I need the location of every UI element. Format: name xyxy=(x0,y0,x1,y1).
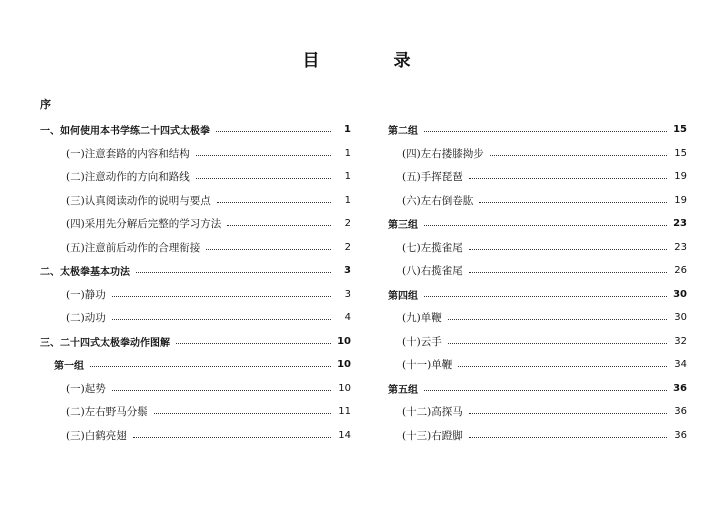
toc-entry-page-number: 15 xyxy=(674,147,687,159)
toc-entry[interactable] xyxy=(388,424,687,448)
toc-entry-page-number: 3 xyxy=(344,288,351,300)
toc-entry[interactable] xyxy=(388,306,687,330)
toc-entry-page-number: 34 xyxy=(674,359,687,371)
toc-entry-label: (一)静功 xyxy=(66,288,106,301)
toc-entry[interactable] xyxy=(388,353,687,377)
toc-entry[interactable] xyxy=(40,259,351,283)
toc-entry-page-number: 15 xyxy=(673,124,687,136)
toc-entry-page-number: 30 xyxy=(673,288,687,300)
toc-entry-label: (一)注意套路的内容和结构 xyxy=(66,147,190,160)
toc-entry-page-number: 32 xyxy=(674,335,687,347)
toc-right-column xyxy=(388,118,687,447)
dot-leader xyxy=(490,155,667,156)
dot-leader xyxy=(424,390,667,391)
toc-entry[interactable] xyxy=(40,212,351,236)
toc-entry-label: (三)白鹤亮翅 xyxy=(66,429,127,442)
toc-entry-page-number: 19 xyxy=(674,171,687,183)
dot-leader xyxy=(206,249,331,250)
dot-leader xyxy=(424,225,667,226)
dot-leader xyxy=(216,131,331,132)
toc-entry[interactable] xyxy=(40,165,351,189)
toc-entry-label: (四)采用先分解后完整的学习方法 xyxy=(66,218,222,231)
toc-entry[interactable] xyxy=(388,212,687,236)
dot-leader xyxy=(469,249,667,250)
toc-entry-label: 第四组 xyxy=(388,290,418,302)
dot-leader xyxy=(448,343,667,344)
toc-entry-page-number: 36 xyxy=(674,406,687,418)
toc-entry-page-number: 10 xyxy=(338,382,351,394)
dot-leader xyxy=(112,319,331,320)
toc-entry[interactable] xyxy=(40,306,351,330)
toc-entry[interactable] xyxy=(388,330,687,354)
toc-entry[interactable] xyxy=(40,330,351,354)
toc-entry[interactable] xyxy=(40,424,351,448)
dot-leader xyxy=(424,131,667,132)
toc-entry-page-number: 1 xyxy=(344,194,351,206)
dot-leader xyxy=(469,437,667,438)
dot-leader xyxy=(458,366,667,367)
toc-entry-page-number: 14 xyxy=(338,429,351,441)
toc-entry[interactable] xyxy=(388,189,687,213)
toc-entry-label: (五)注意前后动作的合理衔接 xyxy=(66,241,201,254)
dot-leader xyxy=(90,366,331,367)
toc-entry[interactable] xyxy=(388,236,687,260)
toc-entry-page-number: 19 xyxy=(674,194,687,206)
toc-entry-page-number: 2 xyxy=(344,241,351,253)
toc-entry-label: (七)左揽雀尾 xyxy=(402,241,463,254)
toc-entry-page-number: 1 xyxy=(344,124,351,136)
dot-leader xyxy=(469,413,667,414)
toc-entry-page-number: 26 xyxy=(674,265,687,277)
toc-entry[interactable] xyxy=(388,118,687,142)
dot-leader xyxy=(479,202,667,203)
toc-entry-label: (六)左右倒卷肱 xyxy=(402,194,474,207)
toc-entry-page-number: 23 xyxy=(674,241,687,253)
toc-entry-page-number: 1 xyxy=(344,147,351,159)
toc-entry-label: 第一组 xyxy=(54,361,84,373)
toc-entry[interactable] xyxy=(40,377,351,401)
dot-leader xyxy=(196,155,331,156)
dot-leader xyxy=(112,390,331,391)
toc-entry[interactable] xyxy=(388,142,687,166)
toc-entry-label: 第三组 xyxy=(388,220,418,232)
toc-entry[interactable] xyxy=(40,142,351,166)
toc-entry-page-number: 2 xyxy=(344,218,351,230)
toc-entry-label: 二、太极拳基本功法 xyxy=(40,267,130,279)
toc-entry[interactable] xyxy=(40,353,351,377)
toc-entry-page-number: 1 xyxy=(344,171,351,183)
dot-leader xyxy=(469,272,667,273)
toc-entry-label: (二)注意动作的方向和路线 xyxy=(66,171,190,184)
toc-entry-page-number: 4 xyxy=(344,312,351,324)
toc-entry-page-number: 30 xyxy=(674,312,687,324)
dot-leader xyxy=(469,178,667,179)
toc-entry[interactable] xyxy=(388,259,687,283)
toc-entry-page-number: 10 xyxy=(337,335,351,347)
toc-entry[interactable] xyxy=(388,377,687,401)
dot-leader xyxy=(227,225,331,226)
toc-entry-label: (八)右揽雀尾 xyxy=(402,265,463,278)
dot-leader xyxy=(112,296,331,297)
toc-entry[interactable] xyxy=(40,118,351,142)
toc-entry[interactable] xyxy=(388,283,687,307)
toc-entry-label: (二)动功 xyxy=(66,312,106,325)
toc-entry-label: (十)云手 xyxy=(402,335,442,348)
toc-entry[interactable] xyxy=(388,165,687,189)
page-title: 目 录 xyxy=(302,51,445,71)
dot-leader xyxy=(424,296,667,297)
toc-entry[interactable] xyxy=(40,283,351,307)
toc-entry-label: (十二)高探马 xyxy=(402,406,463,419)
toc-entry[interactable] xyxy=(40,189,351,213)
toc-entry-label: 三、二十四式太极拳动作图解 xyxy=(40,337,170,349)
toc-entry-label: (十三)右蹬脚 xyxy=(402,429,463,442)
toc-entry-label: (二)左右野马分鬃 xyxy=(66,406,148,419)
toc-entry-page-number: 36 xyxy=(673,382,687,394)
toc-entry-label: (十一)单鞭 xyxy=(402,359,453,372)
toc-entry-label: 第五组 xyxy=(388,384,418,396)
toc-entry-label: (一)起势 xyxy=(66,382,106,395)
toc-entry-page-number: 11 xyxy=(338,406,351,418)
dot-leader xyxy=(448,319,667,320)
toc-left-column xyxy=(40,118,351,447)
toc-entry[interactable] xyxy=(40,400,351,424)
dot-leader xyxy=(136,272,331,273)
dot-leader xyxy=(217,202,331,203)
toc-entry-page-number: 3 xyxy=(344,265,351,277)
dot-leader xyxy=(176,343,331,344)
dot-leader xyxy=(133,437,331,438)
toc-entry-page-number: 10 xyxy=(337,359,351,371)
dot-leader xyxy=(154,413,331,414)
toc-entry-label: (五)手挥琵琶 xyxy=(402,171,463,184)
toc-entry-label: 第二组 xyxy=(388,126,418,138)
dot-leader xyxy=(196,178,331,179)
toc-entry-label: (四)左右搂膝拗步 xyxy=(402,147,484,160)
toc-entry-label: (九)单鞭 xyxy=(402,312,442,325)
toc-entry[interactable] xyxy=(40,236,351,260)
preface-entry[interactable]: 序 xyxy=(40,98,51,111)
toc-entry-label: (三)认真阅读动作的说明与要点 xyxy=(66,194,211,207)
toc-entry[interactable] xyxy=(388,400,687,424)
toc-entry-label: 一、如何使用本书学练二十四式太极拳 xyxy=(40,126,210,138)
toc-entry-page-number: 23 xyxy=(673,218,687,230)
toc-entry-page-number: 36 xyxy=(674,429,687,441)
